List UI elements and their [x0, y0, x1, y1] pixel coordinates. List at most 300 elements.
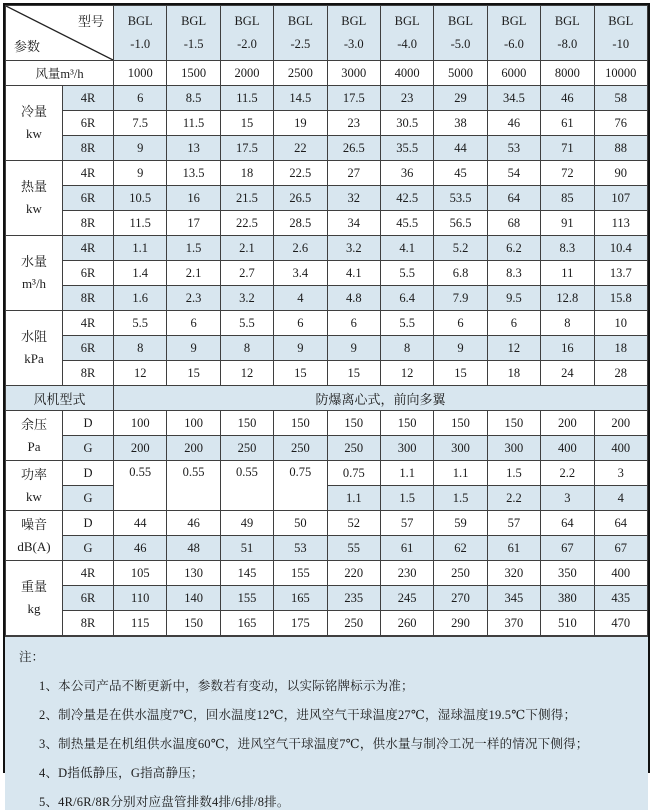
value-cell: 4	[594, 486, 647, 511]
sub-label-cell: D	[63, 461, 114, 486]
value-cell: 6.2	[487, 236, 540, 261]
group-name: 噪音	[20, 516, 47, 532]
corner-cell	[6, 6, 114, 61]
value-cell: 1.5	[380, 486, 433, 511]
value-cell: 11.5	[114, 211, 167, 236]
value-cell: 2.2	[487, 486, 540, 511]
value-cell: 12	[114, 361, 167, 386]
value-cell: 300	[380, 436, 433, 461]
value-cell: 140	[167, 586, 220, 611]
value-cell: 5.5	[114, 311, 167, 336]
value-cell: 130	[167, 561, 220, 586]
value-cell: 250	[274, 436, 327, 461]
value-cell: 12	[380, 361, 433, 386]
value-cell: 16	[167, 186, 220, 211]
value-cell: 3	[541, 486, 594, 511]
group-label-cell	[6, 311, 63, 386]
group-name: 重量	[20, 579, 47, 594]
value-cell: 15	[434, 361, 487, 386]
model-prefix: BGL	[448, 14, 474, 28]
value-cell: 32	[327, 186, 380, 211]
group-label-cell	[6, 236, 63, 311]
value-cell: 470	[594, 611, 647, 636]
spec-table	[5, 5, 648, 636]
value-cell: 1.1	[434, 461, 487, 486]
value-cell: 6	[434, 311, 487, 336]
value-cell: 220	[327, 561, 380, 586]
value-cell: 200	[541, 411, 594, 436]
group-name: 功率	[20, 466, 47, 482]
value-cell: 0.75	[327, 461, 380, 486]
sub-label-cell: 6R	[63, 586, 114, 611]
sub-label-cell: G	[63, 536, 114, 561]
value-cell: 27	[327, 161, 380, 186]
value-cell: 1.1	[114, 236, 167, 261]
value-cell: 2.7	[220, 261, 273, 286]
group-unit: kg	[27, 601, 41, 616]
value-cell: 3.2	[327, 236, 380, 261]
value-cell: 9.5	[487, 286, 540, 311]
value-cell: 30.5	[380, 111, 433, 136]
value-cell: 64	[594, 511, 647, 536]
model-code: -10	[612, 37, 630, 51]
group-name: 余压	[20, 416, 47, 432]
group-label-cell	[6, 511, 63, 561]
sub-label-cell: D	[63, 511, 114, 536]
value-cell: 24	[541, 361, 594, 386]
value-cell: 150	[487, 411, 540, 436]
value-cell: 6	[327, 311, 380, 336]
value-cell: 15	[274, 361, 327, 386]
value-cell: 200	[114, 436, 167, 461]
value-cell: 175	[274, 611, 327, 636]
sub-label-cell: 8R	[63, 361, 114, 386]
value-cell: 5.2	[434, 236, 487, 261]
value-cell: 155	[274, 561, 327, 586]
value-cell: 54	[487, 161, 540, 186]
value-cell: 6	[487, 311, 540, 336]
sub-label-cell: 8R	[63, 286, 114, 311]
group-name: 冷量	[20, 104, 47, 119]
value-cell: 113	[594, 211, 647, 236]
sub-label-cell: 4R	[63, 236, 114, 261]
value-cell: 245	[380, 586, 433, 611]
value-cell: 145	[220, 561, 273, 586]
value-cell: 105	[114, 561, 167, 586]
value-cell: 8.3	[487, 261, 540, 286]
value-cell: 165	[220, 611, 273, 636]
value-cell: 35.5	[380, 136, 433, 161]
value-cell: 2.3	[167, 286, 220, 311]
value-cell: 100	[167, 411, 220, 436]
model-prefix: BGL	[554, 14, 580, 28]
value-cell: 17.5	[327, 86, 380, 111]
fan-type-label-cell: 风机型式	[6, 386, 114, 411]
note-line: 2、制冷量是在供水温度7℃，回水温度12℃，进风空气干球温度27℃，湿球温度19.5℃下侧得；	[39, 708, 577, 722]
airflow-value-cell: 10000	[594, 61, 647, 86]
group-unit: kw	[26, 126, 42, 141]
value-cell: 57	[487, 511, 540, 536]
value-cell: 59	[434, 511, 487, 536]
value-cell: 4.8	[327, 286, 380, 311]
model-header-cell	[541, 6, 594, 61]
value-cell: 9	[274, 336, 327, 361]
value-cell: 320	[487, 561, 540, 586]
value-cell: 61	[541, 111, 594, 136]
value-cell: 115	[114, 611, 167, 636]
note-line: 1、本公司产品不断更新中，参数若有变动，以实际铭牌标示为准；	[39, 679, 414, 693]
value-cell: 71	[541, 136, 594, 161]
value-cell: 0.75	[274, 461, 327, 511]
value-cell: 26.5	[327, 136, 380, 161]
value-cell: 12.8	[541, 286, 594, 311]
sub-label-cell: 4R	[63, 161, 114, 186]
model-code: -3.0	[343, 37, 364, 51]
group-name: 热量	[20, 179, 47, 194]
value-cell: 8.3	[541, 236, 594, 261]
value-cell: 72	[541, 161, 594, 186]
value-cell: 100	[114, 411, 167, 436]
value-cell: 14.5	[274, 86, 327, 111]
airflow-value-cell: 6000	[487, 61, 540, 86]
value-cell: 1.4	[114, 261, 167, 286]
group-unit: kPa	[24, 351, 44, 366]
model-code: -4.0	[397, 37, 418, 51]
value-cell: 6	[167, 311, 220, 336]
value-cell: 150	[327, 411, 380, 436]
value-cell: 11	[541, 261, 594, 286]
value-cell: 6	[114, 86, 167, 111]
value-cell: 10.4	[594, 236, 647, 261]
value-cell: 2.1	[220, 236, 273, 261]
value-cell: 15	[327, 361, 380, 386]
airflow-value-cell: 5000	[434, 61, 487, 86]
model-header-cell	[167, 6, 220, 61]
value-cell: 1.5	[487, 461, 540, 486]
value-cell: 107	[594, 186, 647, 211]
value-cell: 29	[434, 86, 487, 111]
group-label-cell	[6, 86, 63, 161]
value-cell: 150	[167, 611, 220, 636]
model-prefix: BGL	[341, 14, 367, 28]
note-line: 3、制热量是在机组供水温度60℃，进风空气干球温度7℃，供水量与制冷工况一样的情况下侧得；	[39, 737, 589, 751]
value-cell: 42.5	[380, 186, 433, 211]
value-cell: 350	[541, 561, 594, 586]
value-cell: 16	[541, 336, 594, 361]
value-cell: 4.1	[327, 261, 380, 286]
value-cell: 67	[594, 536, 647, 561]
value-cell: 58	[594, 86, 647, 111]
model-code: -2.0	[237, 37, 257, 51]
value-cell: 1.1	[327, 486, 380, 511]
model-header-cell	[380, 6, 433, 61]
value-cell: 23	[380, 86, 433, 111]
model-prefix: BGL	[608, 14, 634, 28]
value-cell: 270	[434, 586, 487, 611]
model-code: -1.0	[130, 37, 151, 51]
value-cell: 8	[380, 336, 433, 361]
value-cell: 2.1	[167, 261, 220, 286]
value-cell: 17.5	[220, 136, 273, 161]
value-cell: 400	[541, 436, 594, 461]
value-cell: 9	[434, 336, 487, 361]
model-header-cell	[434, 6, 487, 61]
value-cell: 9	[167, 336, 220, 361]
value-cell: 6	[274, 311, 327, 336]
model-header-cell	[594, 6, 647, 61]
value-cell: 6.8	[434, 261, 487, 286]
value-cell: 64	[541, 511, 594, 536]
model-header-cell	[114, 6, 167, 61]
model-code: -8.0	[557, 37, 578, 51]
value-cell: 67	[541, 536, 594, 561]
airflow-value-cell: 3000	[327, 61, 380, 86]
notes-title: 注：	[19, 650, 45, 664]
value-cell: 15	[220, 111, 273, 136]
value-cell: 19	[274, 111, 327, 136]
sub-label-cell: 6R	[63, 336, 114, 361]
value-cell: 8	[114, 336, 167, 361]
value-cell: 46	[114, 536, 167, 561]
value-cell: 370	[487, 611, 540, 636]
value-cell: 53.5	[434, 186, 487, 211]
model-prefix: BGL	[181, 14, 207, 28]
value-cell: 12	[487, 336, 540, 361]
value-cell: 5.5	[380, 311, 433, 336]
value-cell: 8	[220, 336, 273, 361]
airflow-value-cell: 8000	[541, 61, 594, 86]
value-cell: 2.6	[274, 236, 327, 261]
value-cell: 250	[220, 436, 273, 461]
value-cell: 28.5	[274, 211, 327, 236]
sub-label-cell: 4R	[63, 311, 114, 336]
value-cell: 22.5	[274, 161, 327, 186]
value-cell: 300	[434, 436, 487, 461]
value-cell: 200	[167, 436, 220, 461]
value-cell: 150	[220, 411, 273, 436]
value-cell: 38	[434, 111, 487, 136]
value-cell: 28	[594, 361, 647, 386]
value-cell: 15.8	[594, 286, 647, 311]
value-cell: 22	[274, 136, 327, 161]
value-cell: 3.4	[274, 261, 327, 286]
model-code: -5.0	[450, 37, 471, 51]
airflow-value-cell: 1000	[114, 61, 167, 86]
value-cell: 44	[114, 511, 167, 536]
value-cell: 49	[220, 511, 273, 536]
model-header-cell	[327, 6, 380, 61]
value-cell: 4.1	[380, 236, 433, 261]
value-cell: 8.5	[167, 86, 220, 111]
value-cell: 13.5	[167, 161, 220, 186]
value-cell: 0.55	[167, 461, 220, 511]
value-cell: 150	[380, 411, 433, 436]
value-cell: 0.55	[114, 461, 167, 511]
value-cell: 200	[594, 411, 647, 436]
group-unit: kw	[26, 488, 42, 504]
value-cell: 64	[487, 186, 540, 211]
value-cell: 9	[114, 161, 167, 186]
corner-label-param: 参数	[14, 39, 41, 54]
value-cell: 34.5	[487, 86, 540, 111]
value-cell: 88	[594, 136, 647, 161]
value-cell: 46	[541, 86, 594, 111]
value-cell: 250	[434, 561, 487, 586]
sub-label-cell: D	[63, 411, 114, 436]
value-cell: 300	[487, 436, 540, 461]
model-code: -6.0	[504, 37, 524, 51]
value-cell: 230	[380, 561, 433, 586]
value-cell: 435	[594, 586, 647, 611]
value-cell: 10	[594, 311, 647, 336]
airflow-value-cell: 4000	[380, 61, 433, 86]
group-unit: kw	[26, 201, 42, 216]
model-prefix: BGL	[287, 14, 313, 28]
value-cell: 10.5	[114, 186, 167, 211]
value-cell: 46	[167, 511, 220, 536]
group-unit: m³/h	[21, 276, 47, 291]
airflow-value-cell: 2000	[220, 61, 273, 86]
value-cell: 85	[541, 186, 594, 211]
value-cell: 22.5	[220, 211, 273, 236]
value-cell: 3.2	[220, 286, 273, 311]
group-label-cell	[6, 461, 63, 511]
airflow-value-cell: 1500	[167, 61, 220, 86]
value-cell: 91	[541, 211, 594, 236]
sub-label-cell: 6R	[63, 261, 114, 286]
value-cell: 0.55	[220, 461, 273, 511]
note-line: 5、4R/6R/8R分别对应盘管排数4排/6排/8排。	[39, 795, 290, 809]
value-cell: 150	[274, 411, 327, 436]
value-cell: 51	[220, 536, 273, 561]
model-prefix: BGL	[501, 14, 527, 28]
notes-section	[5, 636, 648, 810]
value-cell: 45	[434, 161, 487, 186]
group-unit: dB(A)	[17, 538, 51, 554]
value-cell: 9	[327, 336, 380, 361]
model-prefix: BGL	[127, 14, 153, 28]
value-cell: 56.5	[434, 211, 487, 236]
value-cell: 5.5	[380, 261, 433, 286]
value-cell: 250	[327, 611, 380, 636]
fan-type-value-cell: 防爆离心式，前向多翼	[114, 386, 648, 411]
value-cell: 18	[487, 361, 540, 386]
value-cell: 150	[434, 411, 487, 436]
group-unit: Pa	[27, 438, 41, 454]
value-cell: 15	[167, 361, 220, 386]
value-cell: 90	[594, 161, 647, 186]
value-cell: 250	[327, 436, 380, 461]
value-cell: 510	[541, 611, 594, 636]
value-cell: 400	[594, 436, 647, 461]
value-cell: 61	[380, 536, 433, 561]
value-cell: 4	[274, 286, 327, 311]
value-cell: 52	[327, 511, 380, 536]
value-cell: 290	[434, 611, 487, 636]
value-cell: 48	[167, 536, 220, 561]
value-cell: 6.4	[380, 286, 433, 311]
value-cell: 76	[594, 111, 647, 136]
value-cell: 13	[167, 136, 220, 161]
value-cell: 18	[220, 161, 273, 186]
value-cell: 235	[327, 586, 380, 611]
value-cell: 53	[487, 136, 540, 161]
value-cell: 68	[487, 211, 540, 236]
spec-sheet	[3, 3, 650, 809]
model-code: -1.5	[183, 37, 204, 51]
model-header-cell	[220, 6, 273, 61]
sub-label-cell: 8R	[63, 211, 114, 236]
value-cell: 45.5	[380, 211, 433, 236]
value-cell: 12	[220, 361, 273, 386]
value-cell: 260	[380, 611, 433, 636]
value-cell: 3	[594, 461, 647, 486]
value-cell: 34	[327, 211, 380, 236]
value-cell: 21.5	[220, 186, 273, 211]
value-cell: 23	[327, 111, 380, 136]
model-header-cell	[274, 6, 327, 61]
sub-label-cell: 8R	[63, 136, 114, 161]
value-cell: 55	[327, 536, 380, 561]
value-cell: 57	[380, 511, 433, 536]
value-cell: 11.5	[220, 86, 273, 111]
value-cell: 1.5	[167, 236, 220, 261]
value-cell: 1.6	[114, 286, 167, 311]
value-cell: 1.1	[380, 461, 433, 486]
value-cell: 7.5	[114, 111, 167, 136]
sub-label-cell: G	[63, 436, 114, 461]
sub-label-cell: 4R	[63, 561, 114, 586]
value-cell: 53	[274, 536, 327, 561]
sub-label-cell: G	[63, 486, 114, 511]
airflow-label-cell: 风量m³/h	[6, 61, 114, 86]
value-cell: 17	[167, 211, 220, 236]
corner-label-model: 型号	[77, 14, 104, 29]
model-prefix: BGL	[394, 14, 420, 28]
value-cell: 26.5	[274, 186, 327, 211]
airflow-value-cell: 2500	[274, 61, 327, 86]
value-cell: 2.2	[541, 461, 594, 486]
value-cell: 380	[541, 586, 594, 611]
value-cell: 9	[114, 136, 167, 161]
value-cell: 61	[487, 536, 540, 561]
value-cell: 36	[380, 161, 433, 186]
value-cell: 400	[594, 561, 647, 586]
value-cell: 62	[434, 536, 487, 561]
value-cell: 110	[114, 586, 167, 611]
model-code: -2.5	[290, 37, 311, 51]
sub-label-cell: 4R	[63, 86, 114, 111]
value-cell: 165	[274, 586, 327, 611]
group-name: 水量	[20, 254, 47, 269]
value-cell: 46	[487, 111, 540, 136]
sub-label-cell: 6R	[63, 111, 114, 136]
value-cell: 8	[541, 311, 594, 336]
group-label-cell	[6, 561, 63, 636]
value-cell: 50	[274, 511, 327, 536]
value-cell: 1.5	[434, 486, 487, 511]
value-cell: 5.5	[220, 311, 273, 336]
value-cell: 18	[594, 336, 647, 361]
value-cell: 11.5	[167, 111, 220, 136]
group-label-cell	[6, 411, 63, 461]
group-name: 水阻	[20, 329, 47, 344]
value-cell: 155	[220, 586, 273, 611]
sub-label-cell: 6R	[63, 186, 114, 211]
value-cell: 345	[487, 586, 540, 611]
group-label-cell	[6, 161, 63, 236]
value-cell: 7.9	[434, 286, 487, 311]
